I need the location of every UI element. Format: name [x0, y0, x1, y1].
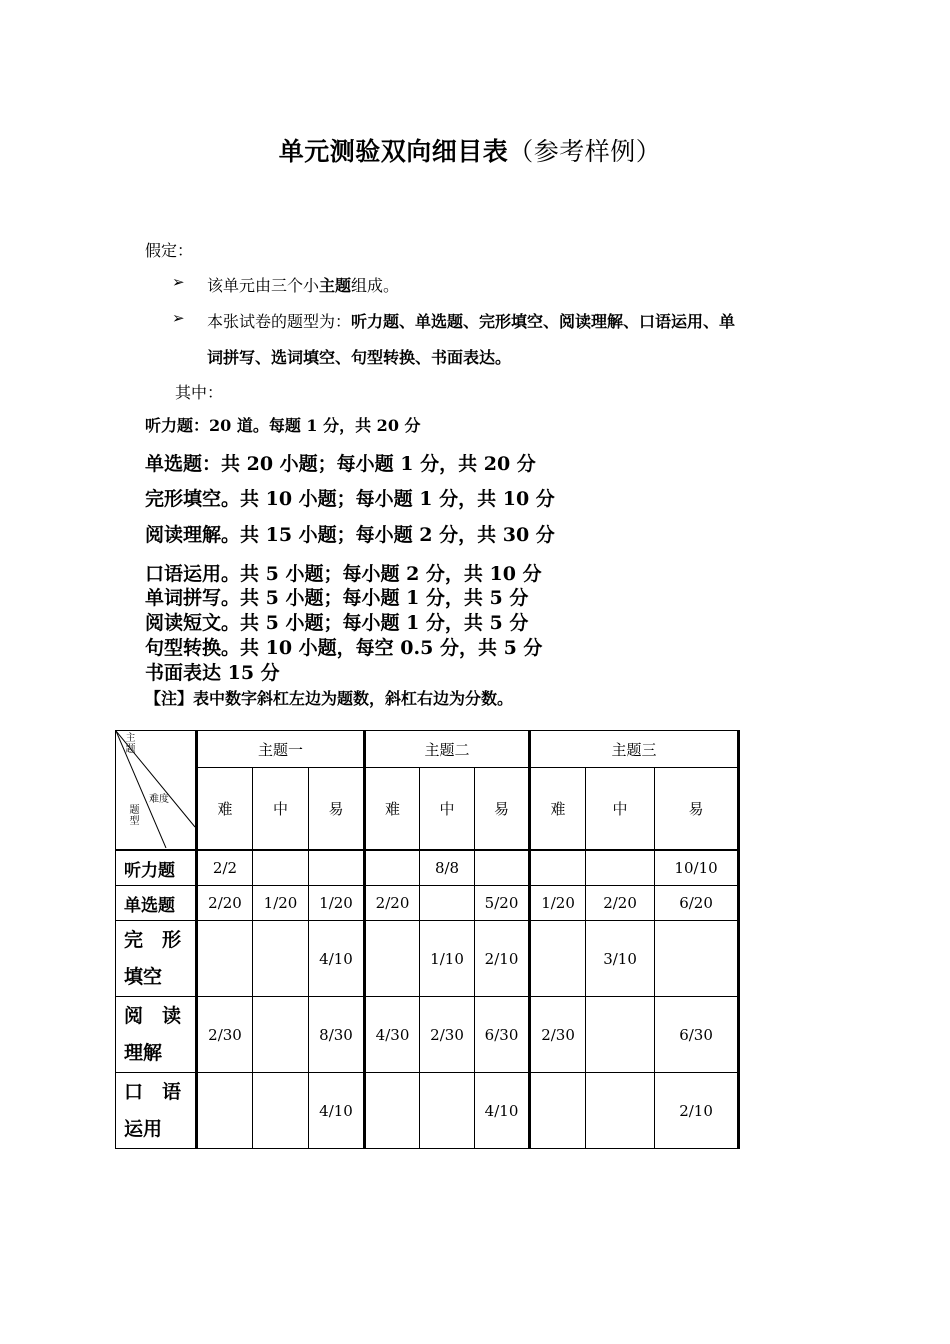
table-cell [586, 850, 655, 886]
topic-header: 主题二 [365, 731, 530, 768]
table-cell [530, 921, 586, 997]
page-title [0, 132, 940, 168]
level-header: 中 [586, 768, 655, 851]
arrow-bullet-icon: ➢ [172, 309, 185, 327]
score-line: 完形填空。共 10 小题；每小题 1 分，共 10 分 [145, 488, 555, 510]
table-cell: 3/10 [586, 921, 655, 997]
level-header: 易 [655, 768, 739, 851]
row-label [116, 1073, 197, 1149]
assumption-label: 假定： [145, 241, 194, 260]
table-row [116, 850, 739, 886]
table-cell: 2/20 [197, 886, 253, 921]
row-label-line1: 完 形 [124, 928, 182, 951]
score-line: 单词拼写。共 5 小题；每小题 1 分，共 5 分 [145, 587, 529, 609]
table-cell [530, 850, 586, 886]
bullet1-text: 该单元由三个小 [207, 276, 320, 295]
table-cell: 2/30 [530, 997, 586, 1073]
table-cell [253, 921, 309, 997]
table-cell: 2/20 [365, 886, 420, 921]
table-cell: 1/20 [253, 886, 309, 921]
title-paren: （参考样例） [508, 137, 662, 166]
table-cell: 4/10 [475, 1073, 530, 1149]
table-cell: 5/20 [475, 886, 530, 921]
table-cell [586, 997, 655, 1073]
bullet2-bold: 听力题、单选题、完形填空、阅读理解、口语运用、单 [351, 312, 736, 331]
spec-table [115, 730, 740, 1149]
score-line: 听力题：20 道。每题 1 分，共 20 分 [145, 416, 421, 435]
row-label-line2: 填空 [124, 965, 163, 988]
table-cell [365, 921, 420, 997]
table-cell: 4/10 [309, 1073, 365, 1149]
among-label: 其中： [175, 383, 224, 402]
table-cell: 4/10 [309, 921, 365, 997]
table-cell [420, 886, 475, 921]
table-cell: 8/30 [309, 997, 365, 1073]
table-cell [586, 1073, 655, 1149]
assumption-bullet-2 [207, 309, 735, 332]
table-cell: 8/8 [420, 850, 475, 886]
row-label [116, 997, 197, 1073]
table-cell [197, 921, 253, 997]
table-cell: 2/2 [197, 850, 253, 886]
table-cell [365, 1073, 420, 1149]
table-cell [530, 1073, 586, 1149]
row-label-line2: 运用 [124, 1117, 163, 1140]
table-cell [365, 850, 420, 886]
table-cell: 6/30 [655, 997, 739, 1073]
assumption-bullet-2-cont: 词拼写、选词填空、句型转换、书面表达。 [207, 348, 512, 367]
table-cell: 6/20 [655, 886, 739, 921]
topic-header: 主题一 [197, 731, 365, 768]
corner-type-label: 题型 [129, 805, 140, 827]
corner-difficulty-label: 难度 [149, 794, 169, 805]
table-cell: 1/20 [309, 886, 365, 921]
table-cell: 2/30 [197, 997, 253, 1073]
bullet2-text: 本张试卷的题型为： [207, 312, 352, 331]
row-label-line2: 理解 [124, 1041, 163, 1064]
score-line: 口语运用。共 5 小题；每小题 2 分，共 10 分 [145, 563, 542, 585]
table-cell: 6/30 [475, 997, 530, 1073]
table-cell: 4/30 [365, 997, 420, 1073]
table-cell [253, 997, 309, 1073]
table-row [116, 997, 739, 1073]
level-header: 难 [197, 768, 253, 851]
arrow-bullet-icon: ➢ [172, 273, 185, 291]
topic-header: 主题三 [530, 731, 739, 768]
row-label [116, 921, 197, 997]
table-cell [309, 850, 365, 886]
table-cell: 2/10 [655, 1073, 739, 1149]
table-row [116, 886, 739, 921]
level-header: 易 [475, 768, 530, 851]
table-cell [197, 1073, 253, 1149]
bullet1-bold: 主题 [319, 276, 352, 295]
table-cell [253, 1073, 309, 1149]
table-cell: 2/10 [475, 921, 530, 997]
row-label: 单选题 [116, 886, 197, 921]
row-label-line1: 阅 读 [124, 1004, 182, 1027]
table-cell: 2/30 [420, 997, 475, 1073]
score-line: 阅读理解。共 15 小题；每小题 2 分，共 30 分 [145, 524, 555, 546]
table-cell: 1/20 [530, 886, 586, 921]
table-cell [475, 850, 530, 886]
row-label: 听力题 [116, 850, 197, 886]
table-cell [655, 921, 739, 997]
corner-topic-label: 主题 [125, 733, 136, 755]
corner-cell [116, 731, 197, 851]
table-cell: 10/10 [655, 850, 739, 886]
table-cell: 1/10 [420, 921, 475, 997]
table-row [116, 921, 739, 997]
score-line: 单选题：共 20 小题；每小题 1 分，共 20 分 [145, 453, 536, 475]
level-header: 易 [309, 768, 365, 851]
title-main: 单元测验双向细目表 [278, 137, 509, 166]
level-header: 中 [253, 768, 309, 851]
level-header: 难 [365, 768, 420, 851]
assumption-bullet-1 [207, 273, 399, 296]
row-label-line1: 口 语 [124, 1080, 182, 1103]
score-line: 书面表达 15 分 [145, 662, 280, 684]
table-cell [253, 850, 309, 886]
level-header: 难 [530, 768, 586, 851]
level-header: 中 [420, 768, 475, 851]
note: 【注】表中数字斜杠左边为题数，斜杠右边为分数。 [145, 689, 514, 708]
score-line: 阅读短文。共 5 小题；每小题 1 分，共 5 分 [145, 612, 529, 634]
table-row [116, 1073, 739, 1149]
bullet1-post: 组成。 [351, 276, 400, 295]
score-line: 句型转换。共 10 小题，每空 0.5 分，共 5 分 [145, 637, 543, 659]
table-cell [420, 1073, 475, 1149]
table-cell: 2/20 [586, 886, 655, 921]
